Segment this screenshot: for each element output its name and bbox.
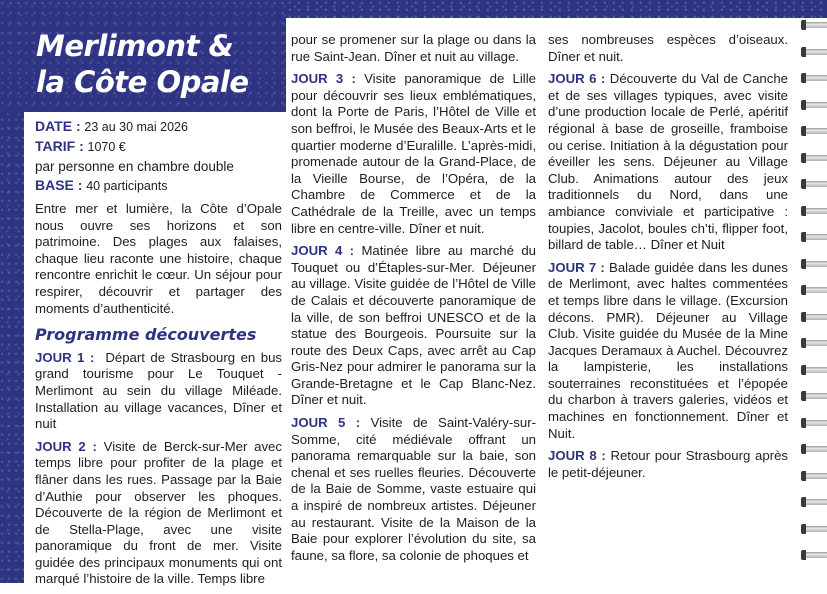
title-line-2: la Côte Opale bbox=[36, 65, 249, 99]
binding-ring-icon bbox=[801, 550, 827, 560]
binding-ring-icon bbox=[801, 418, 827, 428]
date-row bbox=[35, 117, 280, 137]
day-text: Visite de Saint-Valéry-sur-Somme, cité médiévale offrant un panorama remarquable sur la baie, son chenal et ses ruelles fleuries. Découverte de la Baie de Somme, vaste estuaire qui a inspiré de nombreux artistes. Déjeuner au restaurant. Visite de la Maison de la Baie pour explorer l’évolution du site, sa faune, sa flore, sa colonie de phoques et bbox=[291, 415, 536, 563]
day-label: JOUR 2 : bbox=[35, 438, 97, 454]
binding-ring-icon bbox=[801, 126, 827, 136]
day-1 bbox=[35, 350, 282, 433]
day-5 bbox=[291, 415, 536, 564]
tarif-label: TARIF : bbox=[35, 138, 84, 154]
base-label: BASE : bbox=[35, 177, 83, 193]
tarif-row bbox=[35, 137, 280, 157]
binding-ring-icon bbox=[801, 444, 827, 454]
binding-ring-icon bbox=[801, 497, 827, 507]
spiral-binding bbox=[797, 20, 827, 580]
intro-paragraph: Entre mer et lumière, la Côte d’Opale nous ouvre ses horizons et son patrimoine. Des plages aux falaises, chaque lieu raconte une histoire, chaque rencontre enrichit le cœur. Un séjour pour respirer, découvrir et partager des moments d’authenticité. bbox=[35, 201, 282, 316]
programme-title: Programme découvertes bbox=[35, 325, 257, 345]
binding-ring-icon bbox=[801, 365, 827, 375]
binding-ring-icon bbox=[801, 471, 827, 481]
base-row bbox=[35, 176, 280, 196]
binding-ring-icon bbox=[801, 259, 827, 269]
column-2 bbox=[291, 32, 536, 570]
binding-ring-icon bbox=[801, 73, 827, 83]
binding-ring-icon bbox=[801, 100, 827, 110]
binding-ring-icon bbox=[801, 206, 827, 216]
day-text: Visite de Berck-sur-Mer avec temps libre pour profiter de la plage et flâner dans les rues. Passage par la Baie d’Authie pour observer les phoques. Découverte de la région de Merlimont et de Stella-Plage, avec une visite panoramique du front de mer. Visite guidée des principaux monuments qui ont marqué l’histoire de la ville. Temps libre bbox=[35, 438, 282, 587]
day-text: Visite panoramique de Lille pour découvrir ses lieux emblématiques, dont la Porte de Paris, l’Hôtel de Ville et son beffroi, le Musée des Beaux-Arts et le quartier moderne d’Euralille. L’après-midi, promenade autour de la Grand-Place, de la Vieille Bourse, de l’Opéra, de la Chambre de Commerce et de la Cathédrale de la Treille, avec un temps libre en centre-ville. Dîner et nuit. bbox=[291, 71, 536, 236]
page-title bbox=[36, 28, 276, 100]
day-label: JOUR 1 : bbox=[35, 349, 95, 365]
day-8 bbox=[548, 448, 788, 481]
binding-ring-icon bbox=[801, 391, 827, 401]
binding-ring-icon bbox=[801, 232, 827, 242]
day-label: JOUR 8 : bbox=[548, 448, 606, 464]
day-text: Balade guidée dans les dunes de Merlimont, avec haltes commentées et temps libre dans le village. (Excursion décons. PMR). Déjeuner au Village Club. Visite guidée du Musée de la Mine Jacques Deramaux à Auchel. Découvrez la lampisterie, les installations souterraines reconstituées et l’épopée du charbon à travers galeries, vidéos et machines en fonctionnement. Dîner et Nuit. bbox=[548, 259, 788, 441]
column-1 bbox=[35, 201, 282, 594]
day-text: Matinée libre au marché du Touquet ou d’Étaples-sur-Mer. Déjeuner au village. Visite guidée de l’Hôtel de Ville de Calais et découverte panoramique de la ville, de son beffroi UNESCO et de la statue des Bourgeois. Poursuite sur la route des Deux Caps, avec arrêt au Cap Gris-Nez pour admirer le panorama sur la Grande-Bretagne et le Cap Blanc-Nez. Dîner et nuit. bbox=[291, 243, 536, 408]
day-label: JOUR 3 : bbox=[291, 71, 356, 87]
date-label: DATE : bbox=[35, 118, 81, 134]
binding-ring-icon bbox=[801, 338, 827, 348]
binding-ring-icon bbox=[801, 524, 827, 534]
tarif-value: 1070 € bbox=[87, 140, 126, 154]
day-label: JOUR 7 : bbox=[548, 259, 605, 275]
day-text: Départ de Strasbourg en bus grand tourisme pour Le Touquet - Merlimont au sein du village Miléade. Installation au village vacances, Dîner et nuit bbox=[35, 349, 282, 432]
title-line-1: Merlimont & bbox=[36, 29, 234, 63]
day-7 bbox=[548, 260, 788, 443]
binding-ring-icon bbox=[801, 153, 827, 163]
base-value: 40 participants bbox=[86, 179, 168, 193]
binding-ring-icon bbox=[801, 285, 827, 295]
binding-ring-icon bbox=[801, 179, 827, 189]
day-2-continued: pour se promener sur la plage ou dans la rue Saint-Jean. Dîner et nuit au village. bbox=[291, 32, 536, 64]
tarif-note: par personne en chambre double bbox=[35, 159, 234, 174]
day-text: Découverte du Val de Canche et de ses villages typiques, avec visite d’une production locale de Perlé, apéritif régional à base de groseille, framboise ou cerise. Initiation à la dégustation pour éveiller les sens. Déjeuner au Village Club. Animations autour des jeux traditionnels du Nord, dans une ambiance conviviale et participative : toupies, Jacolot, boules ch’ti, flipper foot, billard de table… Dîner et Nuit bbox=[548, 71, 788, 253]
date-value: 23 au 30 mai 2026 bbox=[84, 120, 188, 134]
day-2 bbox=[35, 439, 282, 588]
column-3 bbox=[548, 32, 788, 487]
binding-ring-icon bbox=[801, 20, 827, 30]
day-6 bbox=[548, 71, 788, 254]
day-4 bbox=[291, 243, 536, 409]
day-5-continued: ses nombreuses espèces d’oiseaux. Dîner et nuit. bbox=[548, 32, 788, 64]
trip-info bbox=[35, 117, 280, 196]
day-label: JOUR 5 : bbox=[291, 415, 361, 431]
day-label: JOUR 6 : bbox=[548, 71, 606, 87]
binding-ring-icon bbox=[801, 47, 827, 57]
binding-ring-icon bbox=[801, 312, 827, 322]
day-text: Retour pour Strasbourg après le petit-déjeuner. bbox=[548, 448, 788, 480]
day-3 bbox=[291, 71, 536, 237]
day-label: JOUR 4 : bbox=[291, 243, 355, 259]
